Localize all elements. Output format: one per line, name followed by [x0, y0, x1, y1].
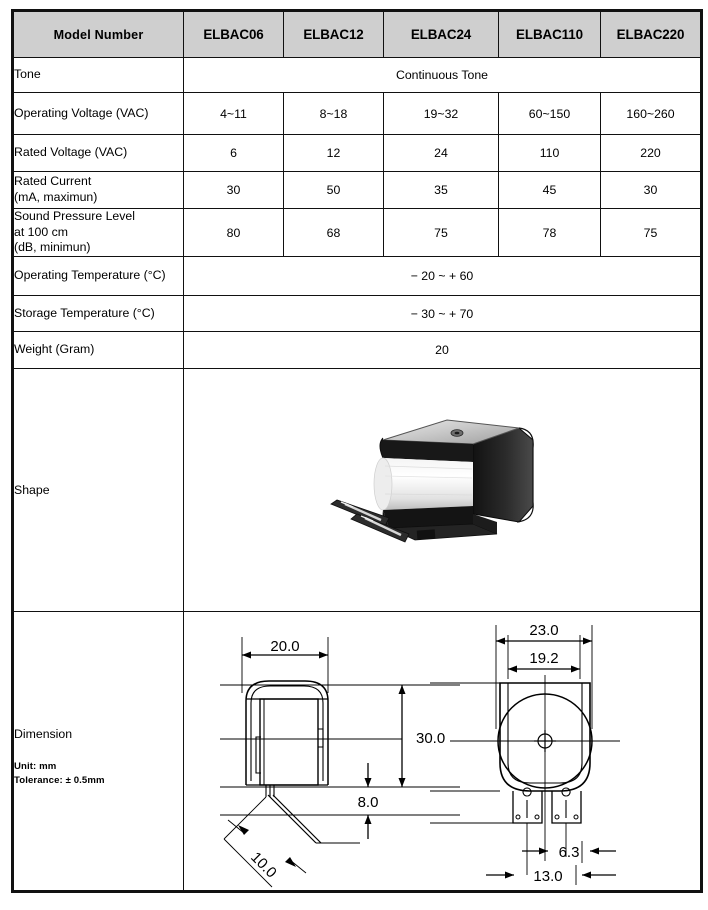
row-label-tone: Tone — [14, 58, 184, 93]
row-label-shape: Shape — [14, 369, 184, 612]
row-value-shape — [184, 369, 701, 612]
dimension-side-width: 20.0 — [270, 638, 300, 656]
header-model-elbac24: ELBAC24 — [384, 12, 499, 58]
row-value-weight: 20 — [184, 332, 701, 369]
row-label-spl-line2: at 100 cm — [14, 224, 68, 239]
dimension-drawings — [184, 613, 700, 889]
dimension-side-lead-length: 10.0 — [247, 849, 280, 882]
table-row-operating-voltage — [14, 93, 701, 135]
dimension-front-outer-width: 23.0 — [529, 622, 559, 640]
table-row-operating-temperature — [14, 257, 701, 296]
row-label-rated-voltage: Rated Voltage (VAC) — [14, 135, 184, 172]
table-row-weight — [14, 332, 701, 369]
header-model-elbac06: ELBAC06 — [184, 12, 284, 58]
dimension-label-block — [14, 612, 183, 890]
cell-spl-elbac110: 78 — [499, 209, 601, 257]
row-value-operating-temperature: − 20 ~ + 60 — [184, 257, 701, 296]
dimension-front-terminal-pitch: 13.0 — [533, 868, 563, 886]
front-view-drawing — [470, 613, 696, 889]
product-photo — [297, 410, 587, 570]
row-label-sound-pressure-level — [14, 209, 184, 257]
cell-rated-voltage-elbac220: 220 — [601, 135, 701, 172]
row-label-dimension — [14, 612, 184, 891]
row-label-rated-current — [14, 172, 184, 209]
cell-rated-voltage-elbac24: 24 — [384, 135, 499, 172]
row-label-spl-line1: Sound Pressure Level — [14, 209, 135, 223]
cell-spl-elbac24: 75 — [384, 209, 499, 257]
row-value-dimension — [184, 612, 701, 891]
cell-rated-voltage-elbac12: 12 — [284, 135, 384, 172]
row-value-tone: Continuous Tone — [184, 58, 701, 93]
cell-rated-voltage-elbac110: 110 — [499, 135, 601, 172]
dimension-front-terminal-width: 6.3 — [558, 844, 580, 862]
header-model-number: Model Number — [14, 12, 184, 58]
row-label-operating-voltage: Operating Voltage (VAC) — [14, 93, 184, 135]
dimension-title: Dimension — [14, 727, 73, 742]
cell-operating-voltage-elbac06: 4~11 — [184, 93, 284, 135]
cell-spl-elbac06: 80 — [184, 209, 284, 257]
product-photo-wrapper — [184, 370, 700, 610]
row-label-storage-temperature: Storage Temperature (°C) — [14, 296, 184, 332]
table-row-tone — [14, 58, 701, 93]
row-label-rated-current-line1: Rated Current — [14, 174, 92, 189]
cell-spl-elbac220: 75 — [601, 209, 701, 257]
specification-table — [13, 11, 701, 891]
table-row-rated-voltage — [14, 135, 701, 172]
table-row-shape — [14, 369, 701, 612]
row-label-rated-current-line2: (mA, maximun) — [14, 190, 98, 204]
table-row-sound-pressure-level — [14, 209, 701, 257]
header-model-elbac110: ELBAC110 — [499, 12, 601, 58]
dimension-side-terminal-length: 8.0 — [357, 794, 379, 812]
cell-spl-elbac12: 68 — [284, 209, 384, 257]
dimension-front-inner-width: 19.2 — [529, 650, 559, 668]
row-label-spl-line3: (dB, minimun) — [14, 240, 91, 255]
cell-rated-current-elbac12: 50 — [284, 172, 384, 209]
cell-rated-current-elbac06: 30 — [184, 172, 284, 209]
side-view-drawing — [220, 615, 470, 887]
cell-operating-voltage-elbac24: 19~32 — [384, 93, 499, 135]
dimension-tolerance-note: Tolerance: ± 0.5mm — [14, 775, 105, 787]
row-label-operating-temperature: Operating Temperature (°C) — [14, 257, 184, 296]
dimension-side-height: 30.0 — [416, 730, 446, 748]
row-label-weight: Weight (Gram) — [14, 332, 184, 369]
buzzer-photo-svg — [297, 410, 587, 570]
dimension-unit-note: Unit: mm — [14, 761, 57, 773]
cell-rated-current-elbac24: 35 — [384, 172, 499, 209]
cell-rated-voltage-elbac06: 6 — [184, 135, 284, 172]
table-row-dimension — [14, 612, 701, 891]
cell-rated-current-elbac220: 30 — [601, 172, 701, 209]
cell-operating-voltage-elbac220: 160~260 — [601, 93, 701, 135]
header-model-elbac12: ELBAC12 — [284, 12, 384, 58]
cell-rated-current-elbac110: 45 — [499, 172, 601, 209]
header-model-elbac220: ELBAC220 — [601, 12, 701, 58]
table-header-row — [14, 12, 701, 58]
cell-operating-voltage-elbac110: 60~150 — [499, 93, 601, 135]
cell-operating-voltage-elbac12: 8~18 — [284, 93, 384, 135]
table-row-storage-temperature — [14, 296, 701, 332]
row-value-storage-temperature: − 30 ~ + 70 — [184, 296, 701, 332]
dimension-notes — [14, 760, 105, 788]
table-row-rated-current — [14, 172, 701, 209]
